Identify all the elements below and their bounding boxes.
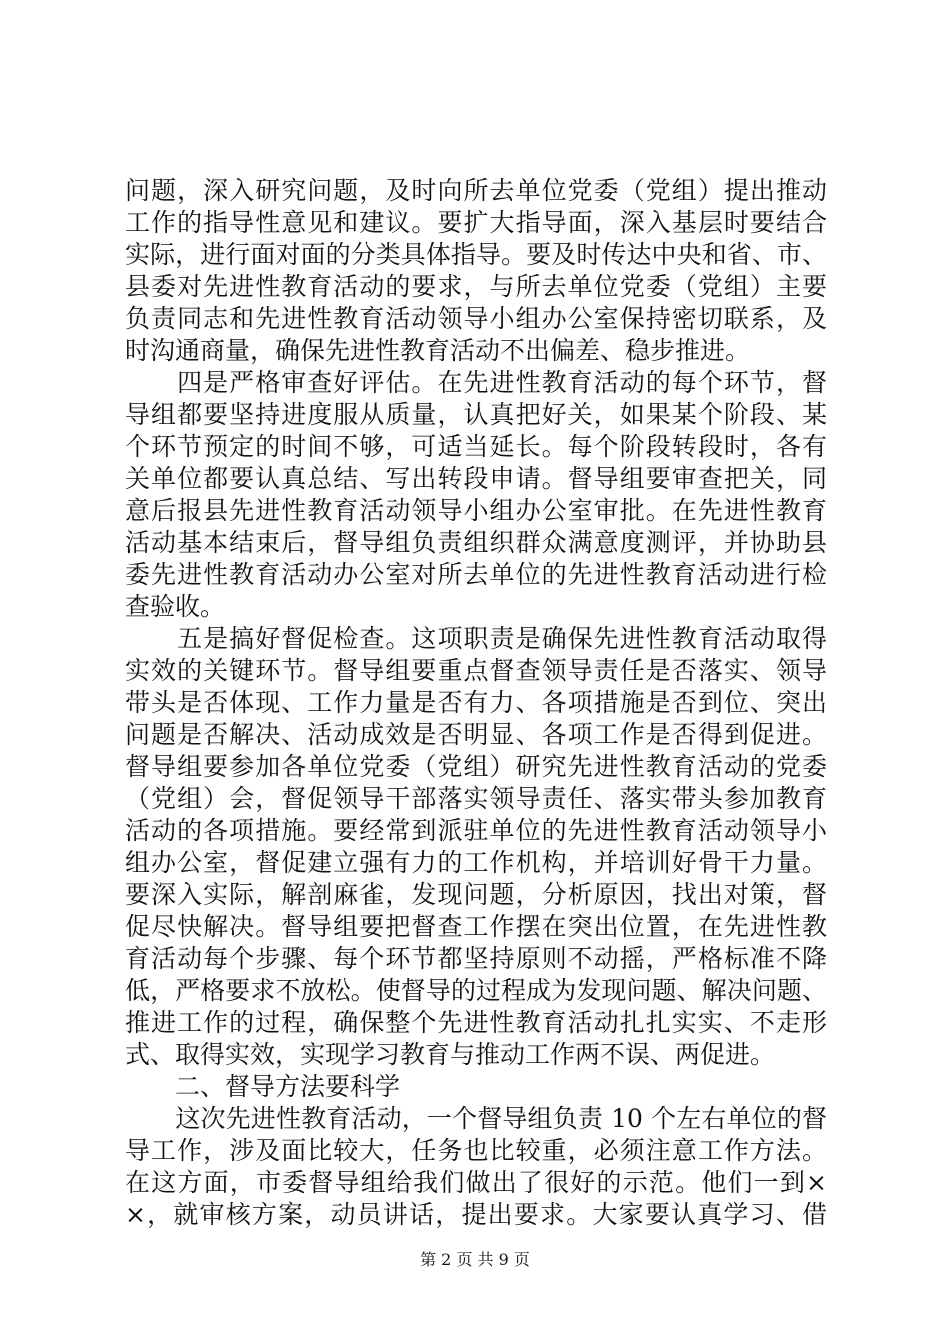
text-line: 导组都要坚持进度服从质量，认真把好关，如果某个阶段、某 — [125, 400, 827, 429]
text-line: 个环节预定的时间不够，可适当延长。每个阶段转段时，各有 — [125, 432, 827, 461]
text-line: 要深入实际，解剖麻雀，发现问题，分析原因，找出对策，督 — [125, 880, 827, 909]
text-line: 四是严格审查好评估。在先进性教育活动的每个环节，督 — [125, 368, 827, 397]
page-number-indicator: 第 2 页 共 9 页 — [420, 1250, 530, 1269]
text-line: 意后报县先进性教育活动领导小组办公室审批。在先进性教育 — [125, 496, 827, 525]
text-line: 问题是否解决、活动成效是否明显、各项工作是否得到促进。 — [125, 720, 827, 749]
text-line: 问题，深入研究问题，及时向所去单位党委（党组）提出推动 — [125, 176, 827, 205]
text-line: 时沟通商量，确保先进性教育活动不出偏差、稳步推进。 — [125, 336, 751, 365]
body-text — [125, 175, 827, 1231]
text-line: 这次先进性教育活动，一个督导组负责 10 个左右单位的督 — [125, 1104, 827, 1133]
text-line: 推进工作的过程，确保整个先进性教育活动扎扎实实、不走形 — [125, 1008, 827, 1037]
section-heading: 二、督导方法要科学 — [125, 1072, 401, 1101]
text-line: 促尽快解决。督导组要把督查工作摆在突出位置，在先进性教 — [125, 912, 827, 941]
text-line: 组办公室，督促建立强有力的工作机构，并培训好骨干力量。 — [125, 848, 827, 877]
text-line: （党组）会，督促领导干部落实领导责任、落实带头参加教育 — [125, 784, 827, 813]
text-line: 负责同志和先进性教育活动领导小组办公室保持密切联系，及 — [125, 304, 827, 333]
text-line: 委先进性教育活动办公室对所去单位的先进性教育活动进行检 — [125, 560, 827, 589]
text-line: 五是搞好督促检查。这项职责是确保先进性教育活动取得 — [125, 624, 827, 653]
text-line: 式、取得实效，实现学习教育与推动工作两不误、两促进。 — [125, 1040, 776, 1069]
text-line: 关单位都要认真总结、写出转段申请。督导组要审查把关，同 — [125, 464, 827, 493]
text-line: 活动的各项措施。要经常到派驻单位的先进性教育活动领导小 — [125, 816, 827, 845]
text-line: ×，就审核方案，动员讲话，提出要求。大家要认真学习、借 — [125, 1200, 827, 1229]
text-line: 活动基本结束后，督导组负责组织群众满意度测评，并协助县 — [125, 528, 827, 557]
text-line: 工作的指导性意见和建议。要扩大指导面，深入基层时要结合 — [125, 208, 827, 237]
text-line: 查验收。 — [125, 592, 226, 621]
text-line: 育活动每个步骤、每个环节都坚持原则不动摇，严格标准不降 — [125, 944, 827, 973]
text-line: 实际，进行面对面的分类具体指导。要及时传达中央和省、市、 — [125, 240, 827, 269]
text-line: 在这方面，市委督导组给我们做出了很好的示范。他们一到× — [125, 1168, 827, 1197]
text-line: 督导组要参加各单位党委（党组）研究先进性教育活动的党委 — [125, 752, 827, 781]
text-line: 带头是否体现、工作力量是否有力、各项措施是否到位、突出 — [125, 688, 827, 717]
page-footer — [0, 1248, 950, 1272]
text-line: 实效的关键环节。督导组要重点督查领导责任是否落实、领导 — [125, 656, 827, 685]
text-line: 县委对先进性教育活动的要求，与所去单位党委（党组）主要 — [125, 272, 827, 301]
text-line: 低，严格要求不放松。使督导的过程成为发现问题、解决问题、 — [125, 976, 827, 1005]
text-line: 导工作，涉及面比较大，任务也比较重，必须注意工作方法。 — [125, 1136, 827, 1165]
